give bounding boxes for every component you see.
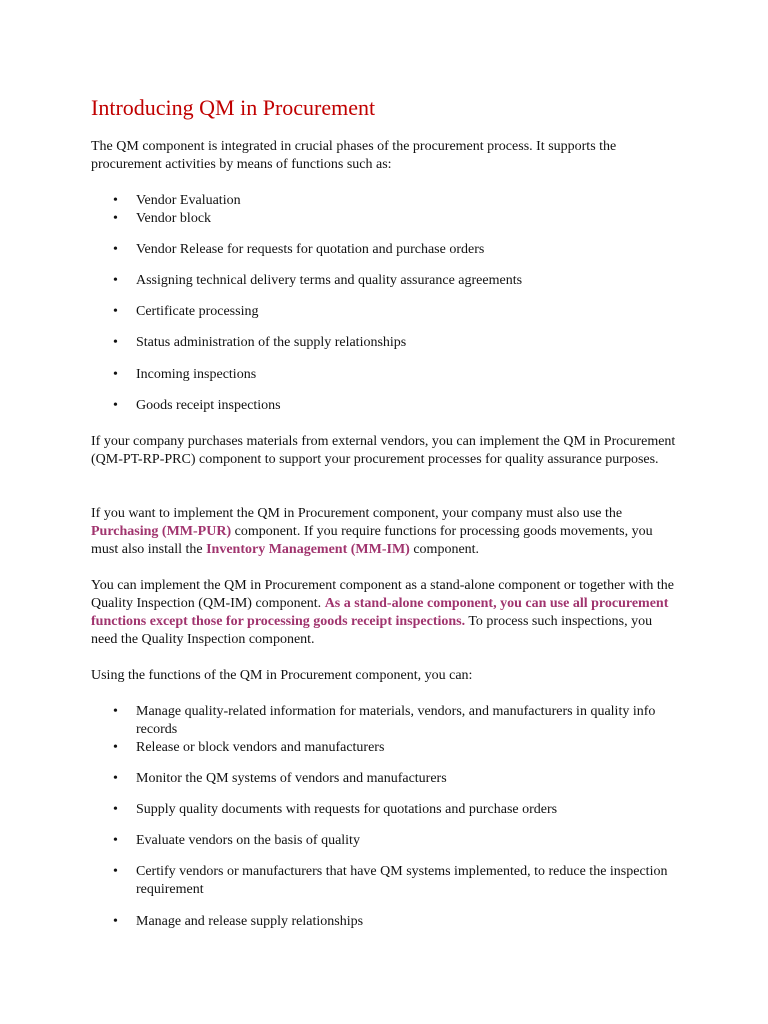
using-functions-paragraph: Using the functions of the QM in Procurement component, you can:: [91, 668, 473, 683]
bullet-icon: •: [113, 335, 118, 350]
inventory-management-link[interactable]: Inventory Management (MM-IM): [206, 542, 410, 557]
list-item: • Assigning technical delivery terms and quality assurance agreements: [113, 273, 523, 288]
list-item: • Vendor Evaluation: [113, 193, 241, 208]
list-item: • Vendor block: [113, 211, 212, 226]
list-item: • Vendor Release for requests for quotation and purchase orders: [113, 242, 485, 257]
page-title: Introducing QM in Procurement: [91, 95, 376, 120]
bullet-icon: •: [113, 304, 118, 319]
standalone-paragraph: You can implement the QM in Procurement component as a stand-alone component or together with the Quality Inspection (QM-IM) component. As a stand-alone component, you can use all procurement functions except those for processing goods receipt inspections. To process such inspections, you need the Quality Inspection component.: [91, 578, 674, 647]
list-item: • Evaluate vendors on the basis of quality: [113, 833, 360, 848]
bullet-icon: •: [113, 242, 118, 257]
bullet-icon: •: [113, 367, 118, 382]
list-item: • Manage and release supply relationships: [113, 914, 364, 929]
bullet-icon: •: [113, 273, 118, 288]
requirements-paragraph: If you want to implement the QM in Procurement component, your company must also use the Purchasing (MM-PUR) component. If you require functions for processing goods movements, you must also install the Inventory Management (MM-IM) component.: [91, 506, 653, 557]
list-item: • Incoming inspections: [113, 367, 257, 382]
purchasing-link[interactable]: Purchasing (MM-PUR): [91, 524, 232, 539]
list-item: • Certificate processing: [113, 304, 259, 319]
bullet-icon: •: [113, 833, 118, 848]
bullet-icon: •: [113, 211, 118, 226]
intro-paragraph: The QM component is integrated in crucial phases of the procurement process. It supports the procurement activities by means of functions such as:: [91, 139, 617, 172]
list-item: • Manage quality-related information for materials, vendors, and manufacturers in quality info records: [113, 704, 656, 737]
bullet-icon: •: [113, 740, 118, 755]
bullet-icon: •: [113, 398, 118, 413]
bullet-icon: •: [113, 802, 118, 817]
list-item: • Supply quality documents with requests for quotations and purchase orders: [113, 802, 558, 817]
list-item: • Certify vendors or manufacturers that have QM systems implemented, to reduce the inspection requirement: [113, 864, 668, 897]
list-item: • Monitor the QM systems of vendors and manufacturers: [113, 771, 447, 786]
bullet-icon: •: [113, 864, 118, 879]
standalone-highlight: As a stand-alone component, you can use all procurement functions except those for processing goods receipt inspections.: [91, 596, 669, 629]
bullet-icon: •: [113, 193, 118, 208]
list-item: • Status administration of the supply relationships: [113, 335, 407, 350]
list-item: • Goods receipt inspections: [113, 398, 281, 413]
bullet-icon: •: [113, 771, 118, 786]
bullet-icon: •: [113, 704, 118, 719]
bullet-icon: •: [113, 914, 118, 929]
list-item: • Release or block vendors and manufacturers: [113, 740, 385, 755]
implementation-paragraph: If your company purchases materials from external vendors, you can implement the QM in Procurement (QM-PT-RP-PRC) component to support your procurement processes for quality assurance purposes.: [91, 434, 676, 467]
